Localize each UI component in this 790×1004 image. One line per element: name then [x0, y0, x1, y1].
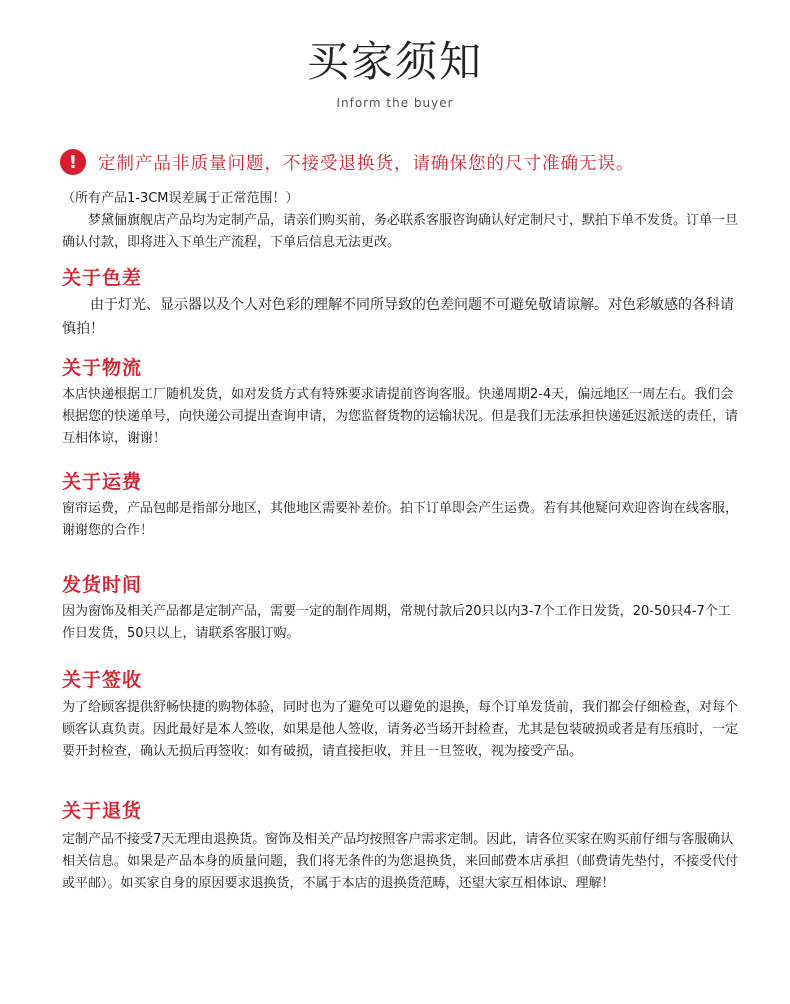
section-heading-receipt: 关于签收	[62, 669, 143, 691]
section-body-returns: 定制产品不接受7天无理由退换货。窗饰及相关产品均按照客户需求定制。因此，请各位买家在购买前仔细与客服确认相关信息。如果是产品本身的质量问题，我们将无条件的为您退换货，来回邮费本店承担（邮费请先垫付，不接受代付或平邮）。如买家自身的原因要求退换货，不属于本店的退换货范畴，还望大家互相体谅、理解！	[62, 832, 739, 891]
section-heading-returns: 关于退货	[62, 800, 143, 822]
warning-banner	[60, 146, 750, 178]
intro-note: （所有产品1-3CM误差属于正常范围！）	[62, 191, 299, 206]
intro-body: 梦黛俪旗舰店产品均为定制产品，请亲们购买前，务必联系客服咨询确认好定制尺寸，默拍下单不发货。订单一旦确认付款，即将进入下单生产流程，下单后信息无法更改。	[62, 213, 739, 250]
section-body-receipt: 为了给顾客提供舒畅快捷的购物体验，同时也为了避免可以避免的退换，每个订单发货前，我们都会仔细检查，对每个顾客认真负责。因此最好是本人签收，如果是他人签收，请务必当场开封检查，尤其是包装破损或者是有压痕时，一定要开封检查，确认无损后再签收：如有破损，请直接拒收，并且一旦签收，视为接受产品。	[62, 700, 739, 759]
exclamation-icon: !	[60, 149, 86, 175]
section-heading-delivery-time: 发货时间	[62, 574, 143, 596]
section-heading-shipping-fee: 关于运费	[62, 471, 143, 493]
warning-text: 定制产品非质量问题，不接受退换货，请确保您的尺寸准确无误。	[98, 153, 635, 174]
section-heading-color: 关于色差	[62, 267, 143, 289]
section-heading-logistics: 关于物流	[62, 357, 143, 379]
page-title: 买家须知	[306, 37, 483, 86]
section-body-logistics: 本店快递根据工厂随机发货，如对发货方式有特殊要求请提前咨询客服。快递周期2-4天，偏远地区一周左右。我们会根据您的快递单号，向快递公司提出查询申请，为您监督货物的运输状况。但是我们无法承担快递延迟派送的责任，请互相体谅，谢谢！	[62, 387, 739, 446]
section-body-shipping-fee: 窗帘运费，产品包邮是指部分地区，其他地区需要补差价。拍下订单即会产生运费。若有其他疑问欢迎咨询在线客服，谢谢您的合作！	[62, 501, 739, 538]
section-body-color: 由于灯光、显示器以及个人对色彩的理解不同所导致的色差问题不可避免敬请谅解。对色彩敏感的各科请慎拍！	[62, 297, 734, 337]
section-body-delivery-time: 因为窗饰及相关产品都是定制产品，需要一定的制作周期，常规付款后20只以内3-7个工作日发货，20-50只4-7个工作日发货，50只以上，请联系客服订购。	[62, 604, 731, 641]
page-subtitle: Inform the buyer	[336, 96, 454, 110]
